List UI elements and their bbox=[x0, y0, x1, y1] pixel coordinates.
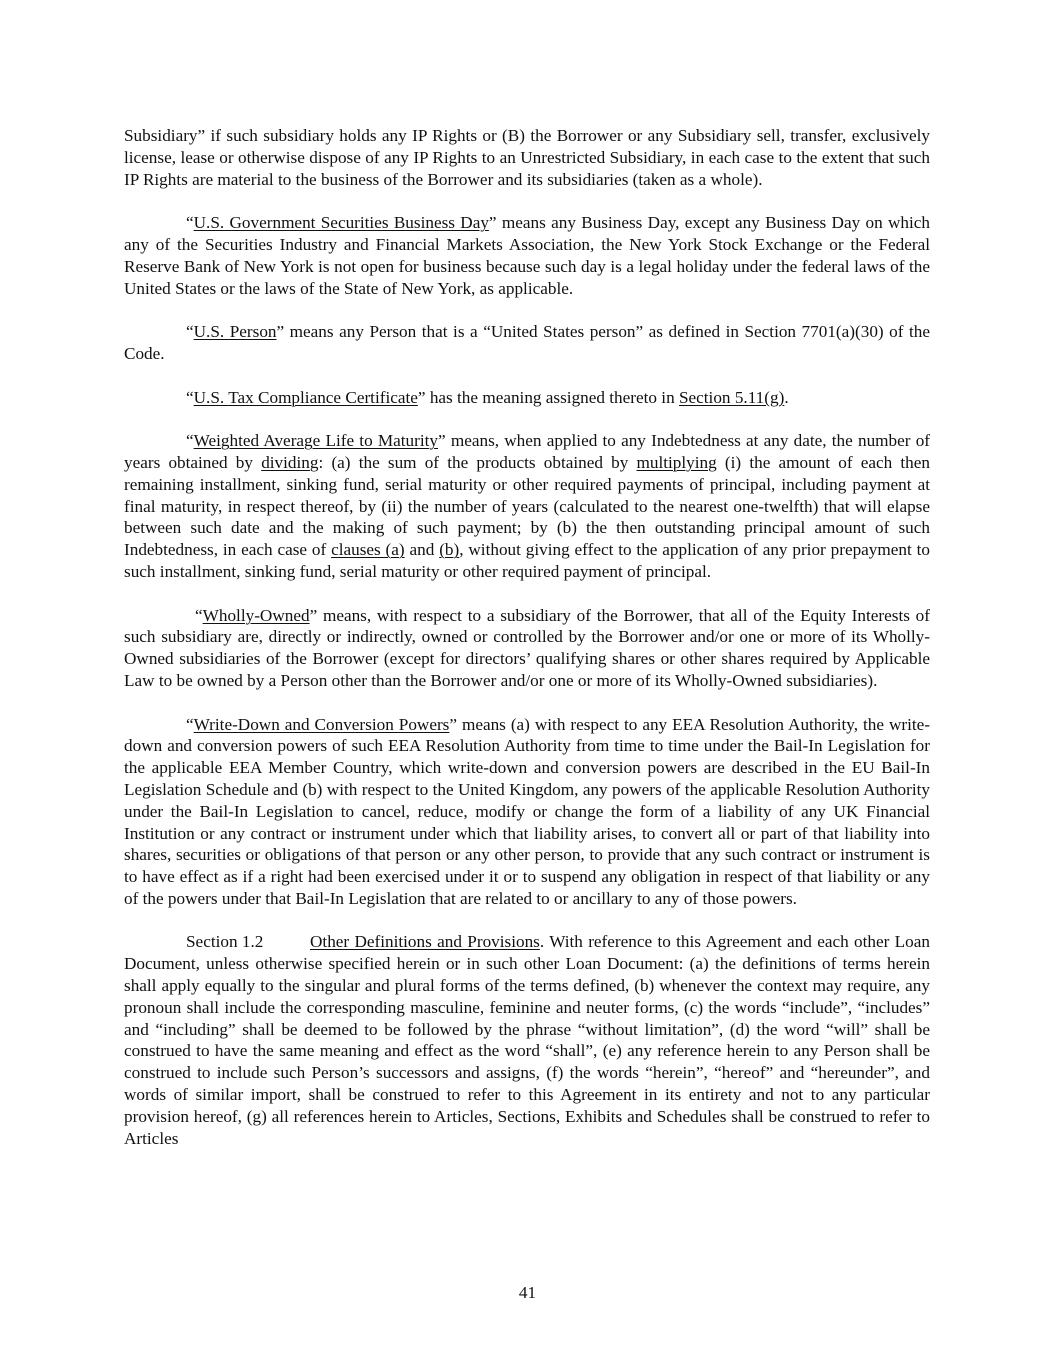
definition-wholly-owned bbox=[124, 605, 930, 692]
definition-us-tax-compliance-certificate bbox=[124, 387, 930, 409]
clause-reference: (b) bbox=[439, 540, 460, 560]
definition-text: ” means, when applied to any Indebtedness at any date, the number of years obtained by bbox=[124, 431, 931, 472]
paragraph-text: Subsidiary” if such subsidiary holds any IP Rights or (B) the Borrower or any Subsidiary sell, transfer, exclusively license, lease or otherwise dispose of any IP Rights to an Unrestricted Subsidiary, in each case to the extent that such IP Rights are material to the business of the Borrower and its subsidiaries (taken as a whole). bbox=[124, 126, 930, 189]
section-reference: Section 5.11(g) bbox=[678, 387, 785, 407]
definition-text: , without giving effect to the application of any prior prepayment to such installment, sinking fund, serial maturity or other required payment of principal. bbox=[124, 540, 930, 581]
definition-text: (i) the amount of each then remaining installment, sinking fund, serial maturity or other required payments of principal, including payment at final maturity, in respect thereof, by (ii) the number of years (calculated to the nearest one-twelfth) that will elapse between such date and the making of such payment; by (b) the then outstanding principal amount of such Indebtedness, in each case of bbox=[124, 452, 930, 560]
definition-text: ” means any Person that is a “United States person” as defined in Section 7701(a)(30) of the Code. bbox=[124, 322, 930, 363]
emphasis-dividing: dividing bbox=[261, 452, 319, 472]
open-quote: “ bbox=[186, 714, 194, 734]
definition-text: ” has the meaning assigned thereto in bbox=[417, 387, 679, 407]
definition-text: and bbox=[404, 540, 440, 560]
open-quote: “ bbox=[195, 605, 203, 625]
page-number: 41 bbox=[518, 1283, 537, 1302]
section-1-2-other-definitions bbox=[124, 931, 930, 1149]
defined-term: Wholly-Owned bbox=[202, 605, 310, 625]
document-page bbox=[124, 125, 930, 1171]
clause-reference: clauses (a) bbox=[331, 540, 405, 560]
definition-text: : (a) the sum of the products obtained by bbox=[318, 452, 637, 472]
definition-write-down-and-conversion-powers bbox=[124, 714, 930, 910]
definition-text: ” means any Business Day, except any Business Day on which any of the Securities Industry and Financial Markets Association, the New York Stock Exchange or the Federal Reserve Bank of New York is not open for business because such day is a legal holiday under the federal laws of the United States or the laws of the State of New York, as applicable. bbox=[124, 213, 930, 298]
open-quote: “ bbox=[186, 431, 194, 451]
defined-term: Write-Down and Conversion Powers bbox=[193, 714, 450, 734]
period: . bbox=[784, 387, 789, 407]
open-quote: “ bbox=[186, 387, 194, 407]
defined-term: U.S. Tax Compliance Certificate bbox=[193, 387, 418, 407]
definition-us-government-securities-business-day bbox=[124, 212, 930, 299]
definition-text: ” means (a) with respect to any EEA Resolution Authority, the write-down and conversion powers of such EEA Resolution Authority from time to time under the Bail-In Legislation for the applicable EEA Member Country, which write-down and conversion powers are described in the EU Bail-In Legislation Schedule and (b) with respect to the United Kingdom, any powers of the applicable Resolution Authority under the Bail-In Legislation to cancel, reduce, modify or change the form of a liability of any UK Financial Institution or any contract or instrument under which that liability arises, to convert all or part of that liability into shares, securities or obligations of that person or any other person, to provide that any such contract or instrument is to have effect as if a right had been exercised under it or to suspend any obligation in respect of that liability or any of the powers under that Bail-In Legislation that are related to or ancillary to any of those powers. bbox=[124, 714, 931, 908]
defined-term: U.S. Government Securities Business Day bbox=[193, 213, 489, 233]
emphasis-multiplying: multiplying bbox=[636, 452, 717, 472]
section-number: Section 1.2 bbox=[186, 932, 264, 952]
open-quote: “ bbox=[186, 213, 194, 233]
definition-us-person bbox=[124, 321, 930, 365]
definition-text: ” means, with respect to a subsidiary of the Borrower, that all of the Equity Interests of such subsidiary are, directly or indirectly, owned or controlled by the Borrower and/or one or more of its Wholly-Owned subsidiaries of the Borrower (except for directors’ qualifying shares or other shares required by Applicable Law to be owned by a Person other than the Borrower and/or one or more of its Wholly-Owned subsidiaries). bbox=[124, 605, 930, 690]
section-heading: Other Definitions and Provisions bbox=[310, 932, 540, 952]
definition-weighted-average-life-to-maturity bbox=[124, 430, 930, 583]
defined-term: Weighted Average Life to Maturity bbox=[193, 431, 439, 451]
paragraph-subsidiary-continuation bbox=[124, 125, 930, 190]
defined-term: U.S. Person bbox=[193, 322, 277, 342]
section-text: . With reference to this Agreement and each other Loan Document, unless otherwise specified herein or in such other Loan Document: (a) the definitions of terms herein shall apply equally to the singular and plural forms of the terms defined, (b) whenever the context may require, any pronoun shall include the corresponding masculine, feminine and neuter forms, (c) the words “include”, “includes” and “including” shall be deemed to be followed by the phrase “without limitation”, (d) the word “will” shall be construed to have the same meaning and effect as the word “shall”, (e) any reference herein to any Person shall be construed to include such Person’s successors and assigns, (f) the words “herein”, “hereof” and “hereunder”, and words of similar import, shall be construed to refer to this Agreement in its entirety and not to any particular provision hereof, (g) all references herein to Articles, Sections, Exhibits and Schedules shall be construed to refer to Articles bbox=[124, 932, 930, 1148]
open-quote: “ bbox=[186, 322, 194, 342]
